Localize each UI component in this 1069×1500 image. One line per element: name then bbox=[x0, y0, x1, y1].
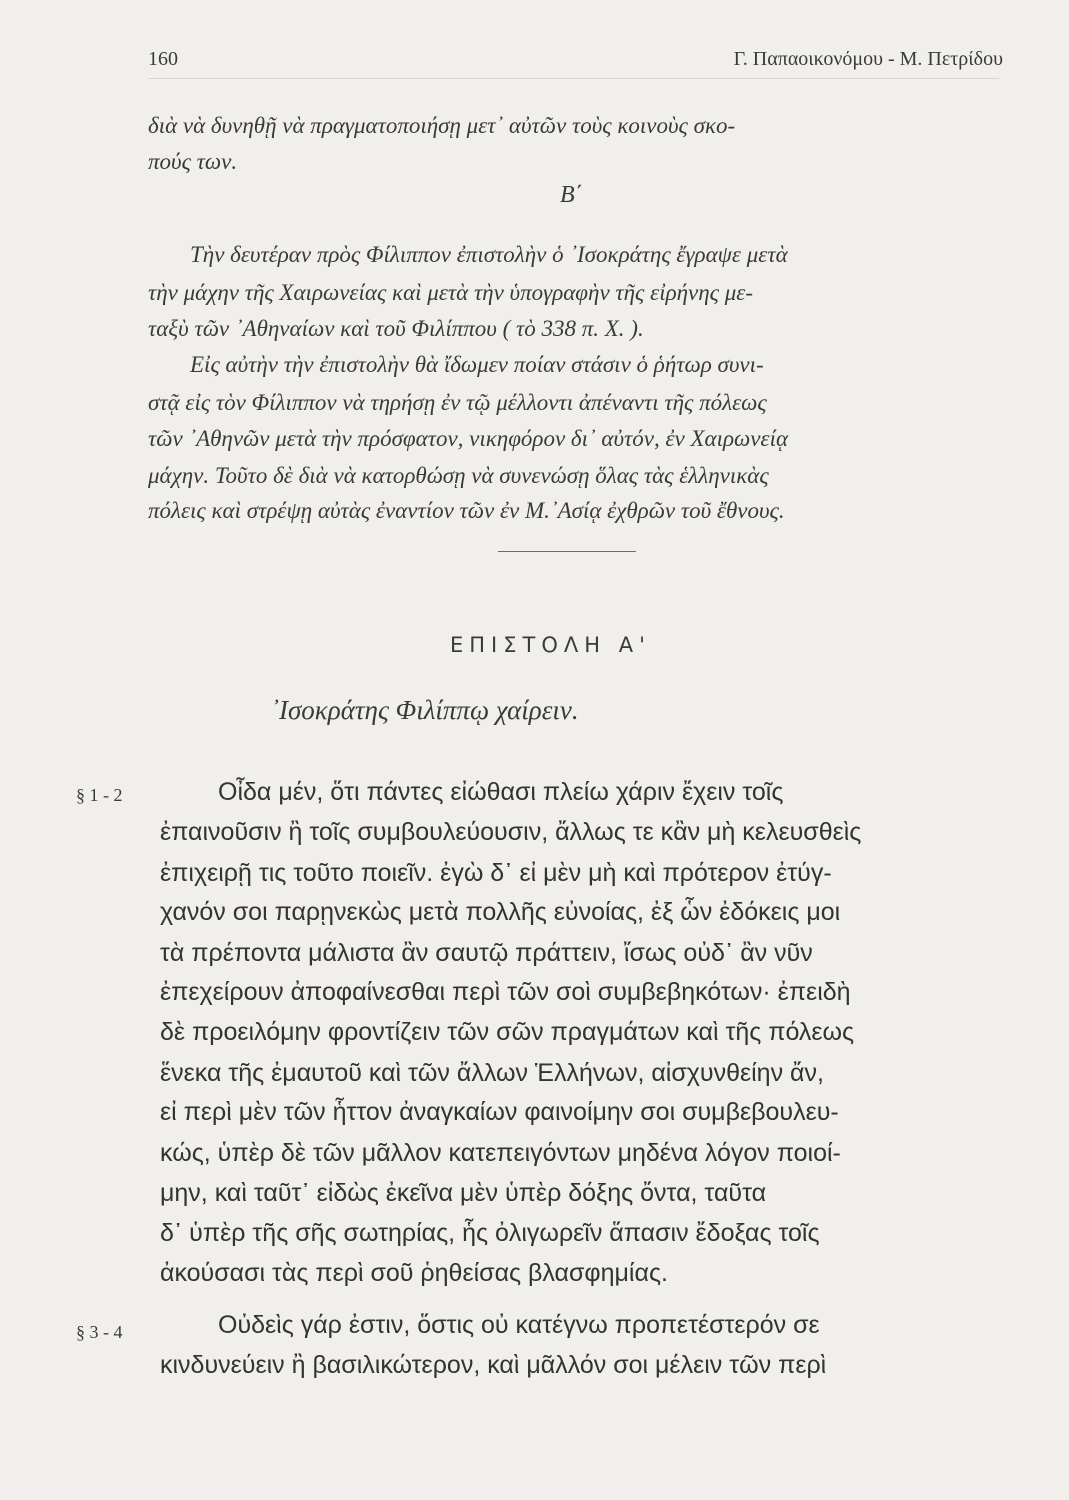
section-line: μάχην. Τοῦτο δὲ διὰ νὰ κατορθώσῃ νὰ συνενώσῃ ὅλας τὰς ἑλληνικὰς bbox=[148, 463, 769, 488]
intro-line: πούς των. bbox=[148, 149, 238, 174]
letter-line: ἐπιχειρῇ τις τοῦτο ποιεῖν. ἐγὼ δ᾽ εἰ μὲν μὴ καὶ πρότερον ἐτύγ- bbox=[160, 859, 832, 887]
section-line: Τὴν δευτέραν πρὸς Φίλιππον ἐπιστολὴν ὁ ᾽Ισοκράτης ἔγραψε μετὰ bbox=[190, 242, 788, 267]
margin-reference: § 1 - 2 bbox=[76, 785, 123, 805]
page-number: 160 bbox=[148, 48, 178, 70]
section-line: ταξὺ τῶν ᾽Αθηναίων καὶ τοῦ Φιλίππου ( τὸ 338 π. Χ. ). bbox=[148, 316, 644, 341]
section-line: πόλεις καὶ στρέψῃ αὐτὰς ἐναντίον τῶν ἐν Μ.᾽Ασίᾳ ἐχθρῶν τοῦ ἔθνους. bbox=[148, 498, 785, 523]
letter-line: τὰ πρέποντα μάλιστα ἂν σαυτῷ πράττειν, ἴσως οὐδ᾽ ἂν νῦν bbox=[160, 939, 813, 967]
letter-line: εἰ περὶ μὲν τῶν ἧττον ἀναγκαίων φαινοίμην σοι συμβεβουλευ- bbox=[160, 1098, 839, 1126]
running-head: Γ. Παπαοικονόμου - Μ. Πετρίδου bbox=[733, 48, 1003, 70]
letter-salutation: ᾽Ισοκράτης Φιλίππῳ χαίρειν. bbox=[270, 695, 579, 725]
section-divider bbox=[498, 551, 636, 552]
letter-line: χανόν σοι παρῃνεκὼς μετὰ πολλῆς εὐνοίας, ἐξ ὧν ἐδόκεις μοι bbox=[160, 898, 841, 926]
section-line: στᾷ εἰς τὸν Φίλιππον νὰ τηρήσῃ ἐν τῷ μέλλοντι ἀπέναντι τῆς πόλεως bbox=[148, 390, 767, 415]
letter-line: Οἶδα μέν, ὅτι πάντες εἰώθασι πλείω χάριν ἔχειν τοῖς bbox=[218, 778, 784, 806]
intro-line: διὰ νὰ δυνηθῇ νὰ πραγματοποιήσῃ μετ᾽ αὐτῶν τοὺς κοινοὺς σκο- bbox=[148, 113, 736, 138]
letter-line: κινδυνεύειν ἢ βασιλικώτερον, καὶ μᾶλλόν σοι μέλειν τῶν περὶ bbox=[160, 1351, 827, 1379]
section-line: τὴν μάχην τῆς Χαιρωνείας καὶ μετὰ τὴν ὑπογραφὴν τῆς εἰρήνης με- bbox=[148, 280, 753, 305]
letter-line: ἐπεχείρουν ἀποφαίνεσθαι περὶ τῶν σοὶ συμβεβηκότων· ἐπειδὴ bbox=[160, 978, 851, 1006]
letter-line: δὲ προειλόμην φροντίζειν τῶν σῶν πραγμάτων καὶ τῆς πόλεως bbox=[160, 1018, 855, 1046]
section-line: Εἰς αὐτὴν τὴν ἐπιστολὴν θὰ ἴδωμεν ποίαν στάσιν ὁ ῥήτωρ συνι- bbox=[190, 352, 764, 377]
letter-line: δ᾽ ὑπὲρ τῆς σῆς σωτηρίας, ἧς ὀλιγωρεῖν ἅπασιν ἔδοξας τοῖς bbox=[160, 1219, 820, 1247]
margin-reference: § 3 - 4 bbox=[76, 1322, 123, 1342]
letter-line: ἕνεκα τῆς ἐμαυτοῦ καὶ τῶν ἄλλων Ἑλλήνων, αἰσχυνθείην ἄν, bbox=[160, 1059, 824, 1087]
letter-line: ἀκούσασι τὰς περὶ σοῦ ῥηθείσας βλασφημίας. bbox=[160, 1259, 668, 1287]
letter-title: ΕΠΙΣΤΟΛΗ Α' bbox=[450, 633, 651, 657]
header-rule bbox=[148, 78, 999, 79]
letter-line: Οὐδεὶς γάρ ἐστιν, ὅστις οὐ κατέγνω προπετέστερόν σε bbox=[218, 1311, 820, 1339]
letter-line: μην, καὶ ταῦτ᾽ εἰδὼς ἐκεῖνα μὲν ὑπὲρ δόξης ὄντα, ταῦτα bbox=[160, 1179, 767, 1207]
letter-line: κώς, ὑπὲρ δὲ τῶν μᾶλλον κατεπειγόντων μηδένα λόγον ποιοί- bbox=[160, 1139, 841, 1167]
letter-line: ἐπαινοῦσιν ἢ τοῖς συμβουλεύουσιν, ἄλλως τε κἂν μὴ κελευσθεὶς bbox=[160, 818, 862, 846]
section-heading: Β΄ bbox=[560, 182, 583, 208]
section-line: τῶν ᾽Αθηνῶν μετὰ τὴν πρόσφατον, νικηφόρον δι᾽ αὐτόν, ἐν Χαιρωνείᾳ bbox=[148, 426, 789, 451]
